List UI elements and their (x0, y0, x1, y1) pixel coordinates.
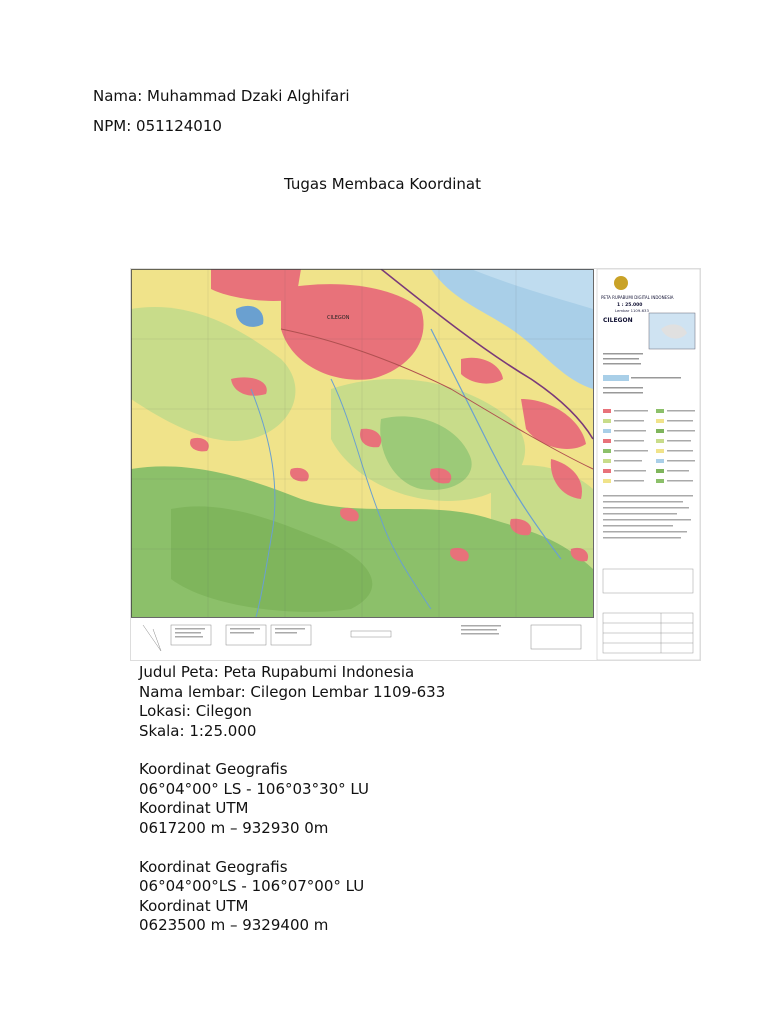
coord-2-geo-label: Koordinat Geografis (139, 857, 288, 876)
coord-1-utm-label: Koordinat UTM (139, 799, 249, 817)
location-info: Lokasi: Cilegon (139, 702, 252, 720)
coord-1-geo-value: 06°04°00° LS - 106°03°30° LU (139, 779, 370, 798)
map-city-label: CILEGON (327, 315, 350, 321)
coord-2-geo-value: 06°04°00°LS - 106°07°00° LU (139, 877, 365, 895)
topographic-map-image (130, 268, 701, 661)
legend-scale: 1 : 25.000 (617, 303, 643, 308)
legend-place: CILEGON (603, 317, 633, 324)
student-name: Nama: Muhammad Dzaki Alghifari (93, 87, 350, 105)
student-npm: NPM: 051124010 (93, 117, 222, 135)
map-title-info: Judul Peta: Peta Rupabumi Indonesia (139, 663, 415, 681)
coord-2-utm-label: Koordinat UTM (139, 896, 249, 915)
document-title: Tugas Membaca Koordinat (284, 175, 482, 193)
coord-1-utm-value: 0617200 m – 932930 0m (139, 818, 329, 837)
legend-title: PETA RUPABUMI DIGITAL INDONESIA (601, 295, 674, 300)
coord-2-utm-value: 0623500 m – 9329400 m (139, 916, 329, 934)
legend-sheet: Lembar 1109-633 (615, 308, 649, 313)
sheet-name-info: Nama lembar: Cilegon Lembar 1109-633 (139, 682, 446, 701)
coord-1-geo-label: Koordinat Geografis (139, 760, 288, 778)
scale-info: Skala: 1:25.000 (139, 721, 257, 740)
